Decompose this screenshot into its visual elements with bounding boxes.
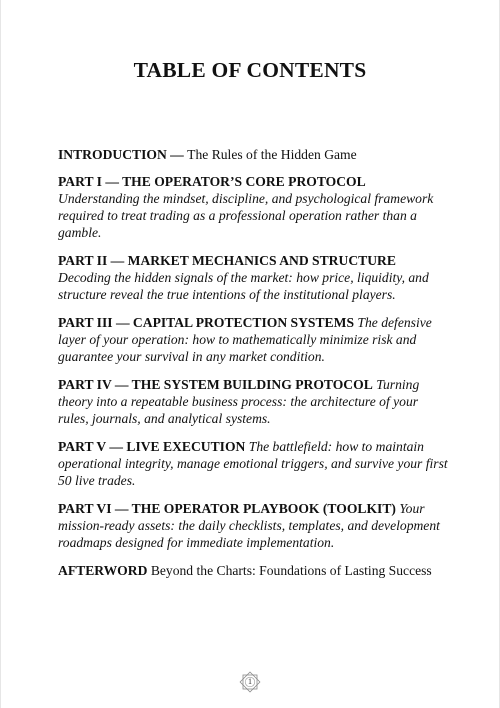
table-of-contents	[58, 146, 448, 590]
toc-entry-label: PART V — LIVE EXECUTION	[58, 439, 246, 454]
toc-entry-description: Your mission-ready assets: the daily checklists, templates, and development roadmaps designed for immediate implementation.	[58, 501, 440, 550]
page-title: TABLE OF CONTENTS	[133, 58, 367, 82]
toc-entry-part-1	[58, 173, 448, 241]
toc-entry-part-4	[58, 376, 448, 427]
toc-entry-description: The battlefield: how to maintain operational integrity, manage emotional triggers, and survive your first 50 live trades.	[58, 439, 448, 488]
toc-entry-label: INTRODUCTION —	[58, 147, 188, 162]
toc-entry-label: PART IV — THE SYSTEM BUILDING PROTOCOL	[58, 377, 373, 392]
toc-entry-part-3	[58, 314, 448, 365]
toc-entry-description: Understanding the mindset, discipline, and psychological framework required to treat trading as a professional operation rather than a gamble.	[58, 191, 434, 240]
toc-entry-description: Decoding the hidden signals of the market: how price, liquidity, and structure reveal the true intentions of the institutional players.	[58, 270, 429, 302]
toc-entry-description: The defensive layer of your operation: how to mathematically minimize risk and guarantee your survival in any market condition.	[58, 315, 432, 364]
toc-entry-label: AFTERWORD	[58, 563, 148, 578]
toc-entry-label: PART VI — THE OPERATOR PLAYBOOK (TOOLKIT)	[58, 501, 396, 516]
toc-entry-description: Turning theory into a repeatable business process: the architecture of your rules, journals, and analytical systems.	[58, 377, 420, 426]
toc-entry-label: PART III — CAPITAL PROTECTION SYSTEMS	[58, 315, 355, 330]
toc-entry-part-5	[58, 438, 448, 489]
page-number: 1	[248, 677, 252, 686]
page-number-badge	[238, 670, 262, 694]
toc-entry-afterword	[58, 562, 448, 579]
toc-entry-description: The Rules of the Hidden Game	[187, 147, 357, 162]
toc-entry-introduction	[58, 146, 448, 163]
toc-entry-label: PART I — THE OPERATOR’S CORE PROTOCOL	[58, 174, 366, 189]
toc-entry-part-6	[58, 500, 448, 551]
toc-entry-description: Beyond the Charts: Foundations of Lasting Success	[150, 563, 432, 578]
toc-entry-label: PART II — MARKET MECHANICS AND STRUCTURE	[58, 253, 396, 268]
toc-entry-part-2	[58, 252, 448, 303]
